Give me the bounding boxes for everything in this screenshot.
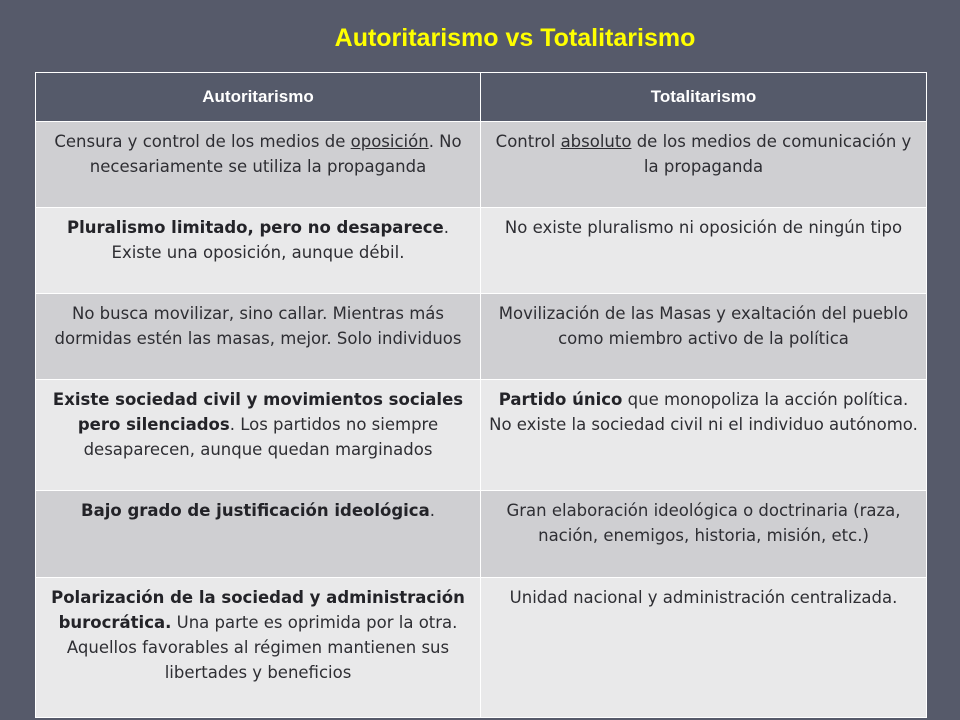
cell-totalitarismo: Gran elaboración ideológica o doctrinaria (raza, nación, enemigos, historia, misión, etc.): [481, 491, 927, 578]
cell-totalitarismo: No existe pluralismo ni oposición de ningún tipo: [481, 208, 927, 294]
cell-underlined-text: oposición: [350, 132, 429, 151]
table-row: [36, 208, 927, 294]
cell-text: . Existe una oposición, aunque débil.: [111, 218, 449, 262]
comparison-table: [35, 72, 927, 718]
cell-text: . No necesariamente se utiliza la propaganda: [89, 132, 462, 176]
slide-title: Autoritarismo vs Totalitarismo: [334, 24, 696, 52]
cell-totalitarismo: Unidad nacional y administración centralizada.: [481, 578, 927, 718]
cell-bold-text: Bajo grado de justificación ideológica: [81, 501, 430, 520]
cell-text: Censura y control de los medios de: [54, 132, 351, 151]
table-row: [36, 294, 927, 380]
header-totalitarismo: Totalitarismo: [481, 73, 927, 122]
table-row: [36, 122, 927, 208]
table-row: [36, 578, 927, 718]
cell-autoritarismo: [36, 491, 481, 578]
cell-autoritarismo: [36, 208, 481, 294]
cell-text: .: [429, 501, 435, 520]
cell-totalitarismo: Movilización de las Masas y exaltación del pueblo como miembro activo de la política: [481, 294, 927, 380]
cell-totalitarismo: [481, 122, 927, 208]
cell-text: que monopoliza la acción política. No existe la sociedad civil ni el individuo autónomo.: [489, 390, 918, 434]
cell-text: Control: [495, 132, 561, 151]
cell-bold-text: Polarización de la sociedad y administración burocrática.: [51, 588, 465, 632]
cell-bold-text: Existe sociedad civil y movimientos sociales pero silenciados: [52, 390, 464, 434]
cell-autoritarismo: [36, 380, 481, 491]
cell-autoritarismo: No busca movilizar, sino callar. Mientras más dormidas estén las masas, mejor. Solo individuos: [36, 294, 481, 380]
cell-autoritarismo: [36, 122, 481, 208]
cell-autoritarismo: [36, 578, 481, 718]
cell-text: Una parte es oprimida por la otra. Aquellos favorables al régimen mantienen sus libertades y beneficios: [66, 613, 458, 682]
cell-underlined-text: absoluto: [560, 132, 632, 151]
header-autoritarismo: Autoritarismo: [36, 73, 481, 122]
cell-bold-text: Partido único: [498, 390, 623, 409]
cell-totalitarismo: [481, 380, 927, 491]
cell-text: . Los partidos no siempre desaparecen, aunque quedan marginados: [83, 415, 439, 459]
cell-text: de los medios de comunicación y la propaganda: [631, 132, 912, 176]
table-row: [36, 380, 927, 491]
table-row: [36, 491, 927, 578]
cell-bold-text: Pluralismo limitado, pero no desaparece: [66, 218, 444, 237]
table-header-row: [36, 73, 927, 122]
